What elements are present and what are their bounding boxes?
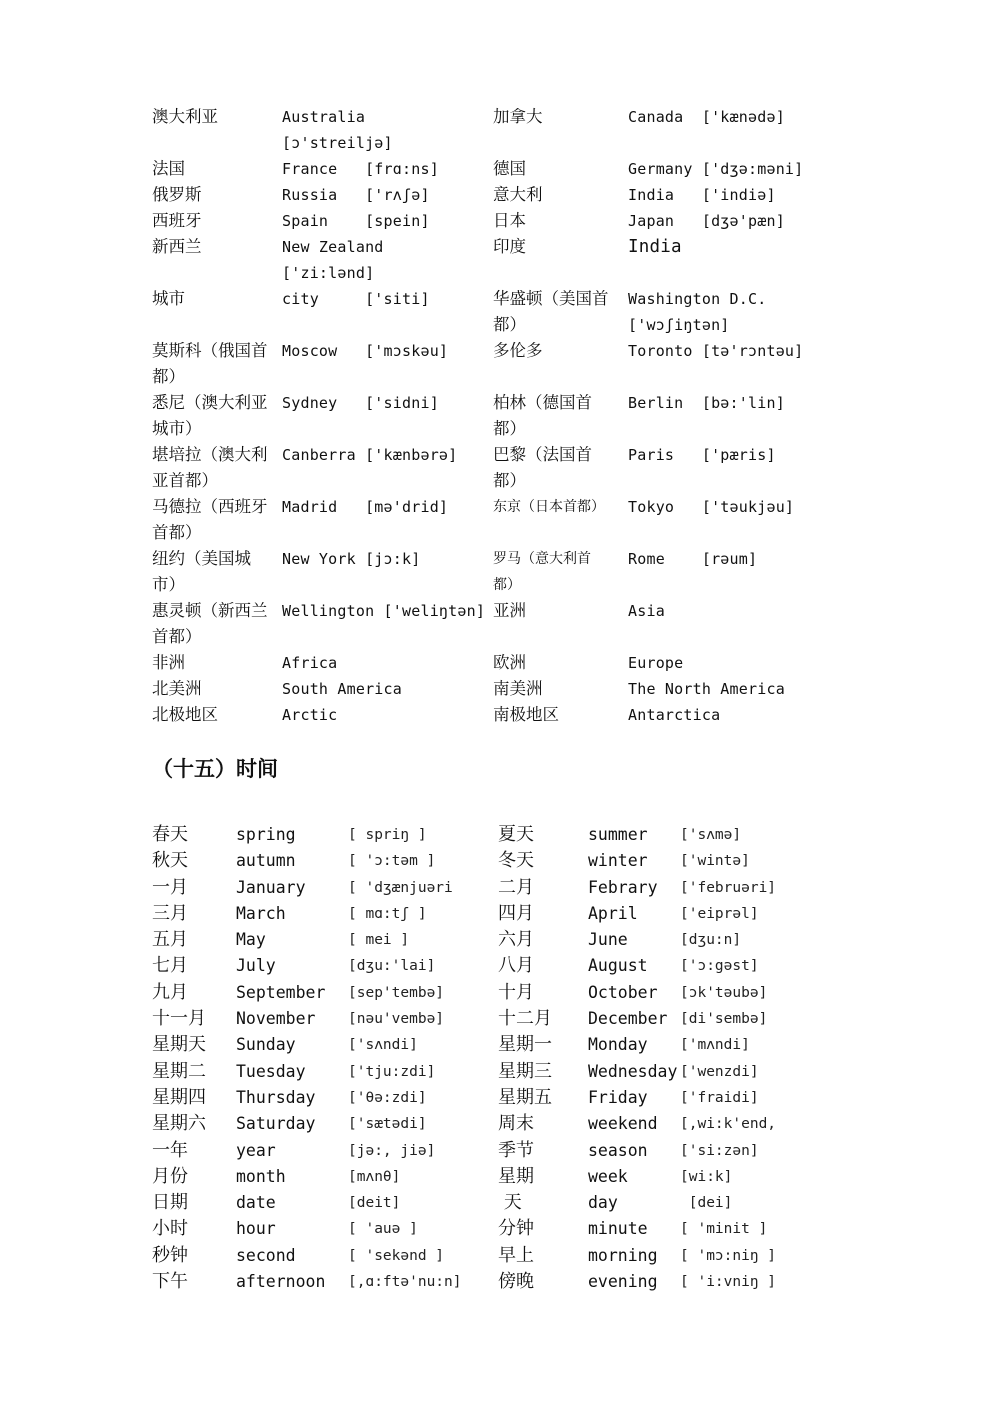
chinese-term: 柏林（德国首都） [493,393,592,438]
chinese-term: 纽约（美国城市） [152,549,251,594]
chinese-term: 星期三 [498,1060,552,1082]
english-term: Paris ['pæris] [628,446,776,464]
chinese-term: 秋天 [152,850,188,872]
english-term: date [236,1193,276,1213]
chinese-term: 星期二 [152,1060,206,1082]
phonetic: ['wintə] [680,853,750,870]
phonetic: ['sʌmə] [680,827,742,843]
english-term: Africa [282,654,338,672]
english-term: Moscow ['mɔskəu] [282,342,449,360]
english-term: summer [588,825,648,844]
chinese-term: 季节 [498,1139,534,1161]
chinese-term: 星期 [498,1165,534,1187]
phonetic: ['eiprəl] [680,905,759,922]
chinese-term: 十一月 [152,1008,206,1030]
section-heading: （十五）时间 [152,757,278,781]
english-term: Europe [628,654,684,672]
chinese-term: 法国 [152,159,185,178]
chinese-term: 印度 [493,237,526,256]
english-term: March [236,903,286,923]
phonetic: [deit] [348,1195,401,1212]
english-term: afternoon [236,1272,326,1292]
chinese-term: 意大利 [493,185,543,204]
english-term: year [236,1140,276,1160]
phonetic: [ spriŋ ] [348,827,427,843]
english-term: Arctic [282,706,338,724]
chinese-term: 罗马（意大利首都） [493,551,591,593]
chinese-term: 北极地区 [152,705,218,724]
english-term: Thursday [236,1087,316,1107]
chinese-term: 星期四 [152,1086,206,1108]
english-term: Friday [588,1087,648,1107]
geo-row [152,234,852,286]
phonetic: [sep'tembə] [348,984,445,1001]
chinese-term: 春天 [152,824,188,845]
english-term: Japan [dʒə'pæn] [628,212,785,230]
chinese-term: 华盛顿（美国首都） [493,289,609,334]
chinese-term: 德国 [493,159,526,178]
geo-row [152,442,852,494]
chinese-term: 十二月 [498,1008,552,1030]
time-row [152,1006,852,1032]
geo-row [152,182,852,208]
chinese-term: 二月 [498,876,534,898]
chinese-term: 马德拉（西班牙首都） [152,497,268,542]
geo-row [152,702,852,728]
english-term: second [236,1245,296,1265]
english-term: The North America [628,680,785,698]
chinese-term: 八月 [498,955,534,977]
chinese-term: 一月 [152,876,188,898]
phonetic: [di'sembə] [680,1011,768,1028]
chinese-term: 星期天 [152,1034,206,1056]
english-term: June [588,930,628,950]
chinese-term: 星期六 [152,1113,206,1135]
phonetic: ['februəri] [680,879,777,896]
english-term: Washington D.C. ['wɔʃiŋtən] [628,290,767,334]
phonetic: ['wenzdi] [680,1063,759,1080]
english-term: Tuesday [236,1061,306,1081]
chinese-term: 莫斯科（俄国首都） [152,341,268,386]
chinese-term: 惠灵顿（新西兰首都） [152,601,268,646]
english-term: July [236,956,276,976]
phonetic: [,wi:k'end, [680,1116,777,1133]
chinese-term: 星期一 [498,1034,552,1056]
geo-row [152,676,852,702]
english-term: weekend [588,1114,658,1134]
chinese-term: 城市 [152,289,185,308]
chinese-term: 星期五 [498,1086,552,1108]
english-term: month [236,1166,286,1186]
time-row [152,1059,852,1085]
phonetic: [dʒu:'lai] [348,958,436,975]
english-term: season [588,1140,648,1160]
time-row [152,822,852,848]
geo-row [152,286,852,338]
time-row [152,980,852,1006]
phonetic: [ 'ɔ:təm ] [348,853,436,870]
english-term: week [588,1166,628,1186]
phonetic: [ɔk'təubə] [680,984,768,1001]
english-term: evening [588,1272,658,1292]
english-term: Asia [628,602,665,620]
english-term: Sydney ['sidni] [282,394,439,412]
time-row [152,1085,852,1111]
chinese-term: 西班牙 [152,211,202,230]
phonetic: [ 'mɔ:niŋ ] [680,1247,777,1264]
chinese-term: 非洲 [152,653,185,672]
time-row [152,875,852,901]
english-term: Antarctica [628,706,721,724]
chinese-term: 十月 [498,981,534,1003]
english-term: May [236,930,266,950]
phonetic: [ 'minit ] [680,1221,768,1238]
english-term: spring [236,825,296,844]
english-term: Germany ['dʒə:məni] [628,160,804,178]
english-term: Rome [rəum] [628,550,758,568]
phonetic: [mʌnθ] [348,1168,401,1185]
time-row [152,1138,852,1164]
phonetic: ['θə:zdi] [348,1089,427,1106]
geo-row [152,494,852,546]
geo-row [152,156,852,182]
chinese-term: 四月 [498,902,534,924]
english-term: morning [588,1245,658,1265]
phonetic: [jə:, jiə] [348,1142,436,1159]
geo-row [152,390,852,442]
english-term: Australia [ɔ'streiljə] [282,108,393,152]
english-term: India [628,237,682,257]
time-row [152,1111,852,1137]
phonetic: [,ɑ:ftə'nu:n] [348,1274,462,1291]
english-term: Toronto [tə'rɔntəu] [628,342,804,360]
chinese-term: 南美洲 [493,679,543,698]
phonetic: ['tju:zdi] [348,1063,436,1080]
english-term: Russia ['rʌʃə] [282,186,430,204]
chinese-term: 五月 [152,929,188,951]
phonetic: [ 'sekənd ] [348,1247,445,1264]
english-term: Saturday [236,1114,316,1134]
chinese-term: 欧洲 [493,653,526,672]
geo-row [152,104,852,156]
chinese-term: 早上 [498,1244,534,1266]
chinese-term: 多伦多 [493,341,543,360]
english-term: France [frɑ:ns] [282,160,439,178]
chinese-term: 俄罗斯 [152,185,202,204]
english-term: Monday [588,1035,648,1055]
geo-row [152,598,852,650]
chinese-term: 小时 [152,1218,188,1240]
geo-row [152,208,852,234]
chinese-term: 九月 [152,981,188,1003]
time-row [152,1164,852,1190]
chinese-term: 分钟 [498,1218,534,1240]
english-term: city ['siti] [282,290,430,308]
phonetic: [wi:k] [680,1168,733,1185]
english-term: Sunday [236,1035,296,1055]
chinese-term: 加拿大 [493,107,543,126]
phonetic: ['sʌndi] [348,1037,418,1054]
english-term: Canada ['kænədə] [628,108,785,126]
chinese-term: 日本 [493,211,526,230]
time-vocabulary-table [152,822,852,1295]
english-term: Berlin [bə:'lin] [628,394,785,412]
time-row [152,848,852,874]
phonetic: ['sætədi] [348,1116,427,1133]
time-row [152,1190,852,1216]
chinese-term: 堪培拉（澳大利亚首都） [152,445,268,490]
english-term: November [236,1009,316,1029]
english-term: Canberra ['kænbərə] [282,446,458,464]
english-term: Spain [spein] [282,212,430,230]
phonetic: [ mɑ:tʃ ] [348,905,427,922]
english-term: Febrary [588,877,658,897]
chinese-term: 傍晚 [498,1271,534,1293]
chinese-term: 亚洲 [493,601,526,620]
time-row [152,953,852,979]
time-row [152,1269,852,1295]
chinese-term: 日期 [152,1192,188,1214]
chinese-term: 六月 [498,929,534,951]
english-term: New York [jɔ:k] [282,550,421,568]
time-row [152,1243,852,1269]
time-row [152,901,852,927]
geo-row [152,546,852,598]
phonetic: [dʒu:n] [680,932,742,949]
phonetic: [ mei ] [348,932,410,949]
chinese-term: 悉尼（澳大利亚城市） [152,393,268,438]
english-term: Wellington ['weliŋtən] [282,602,486,620]
english-term: day [588,1193,618,1213]
english-term: Tokyo ['təukjəu] [628,498,795,516]
chinese-term: 东京（日本首都） [493,499,605,515]
english-term: New Zealand ['zi:lənd] [282,238,384,282]
english-term: August [588,956,648,976]
phonetic: ['fraidi] [680,1089,759,1106]
chinese-term: 澳大利亚 [152,107,218,126]
chinese-term: 南极地区 [493,705,559,724]
phonetic: ['si:zən] [680,1142,759,1159]
english-term: April [588,903,638,923]
english-term: September [236,982,326,1002]
phonetic: ['ɔ:gəst] [680,958,759,975]
english-term: January [236,877,306,897]
chinese-term: 新西兰 [152,237,202,256]
chinese-term: 下午 [152,1271,188,1293]
phonetic: [nəu'vembə] [348,1011,445,1028]
time-row [152,1032,852,1058]
chinese-term: 一年 [152,1139,188,1161]
chinese-term: 冬天 [498,850,534,872]
phonetic: [ 'dʒænjuəri [348,879,453,896]
phonetic: [dei] [680,1195,733,1212]
chinese-term: 夏天 [498,824,534,845]
phonetic: [ 'i:vniŋ ] [680,1274,777,1291]
english-term: hour [236,1219,276,1239]
chinese-term: 秒钟 [152,1244,188,1266]
chinese-term: 周末 [498,1113,534,1135]
geography-vocabulary-table [152,104,852,728]
english-term: October [588,982,658,1002]
chinese-term: 巴黎（法国首都） [493,445,592,490]
chinese-term: 七月 [152,955,188,977]
chinese-term: 北美洲 [152,679,202,698]
english-term: autumn [236,851,296,871]
chinese-term: 三月 [152,902,188,924]
time-row [152,1216,852,1242]
chinese-term: 月份 [152,1165,188,1187]
english-term: winter [588,851,648,871]
time-row [152,927,852,953]
geo-row [152,650,852,676]
phonetic: ['mʌndi] [680,1037,750,1054]
phonetic: [ 'auə ] [348,1221,418,1238]
chinese-term: 天 [498,1192,522,1214]
english-term: India ['indiə] [628,186,776,204]
geo-row [152,338,852,390]
english-term: Madrid [mə'drid] [282,498,449,516]
english-term: minute [588,1219,648,1239]
english-term: South America [282,680,402,698]
english-term: Wednesday [588,1061,678,1081]
english-term: December [588,1009,668,1029]
